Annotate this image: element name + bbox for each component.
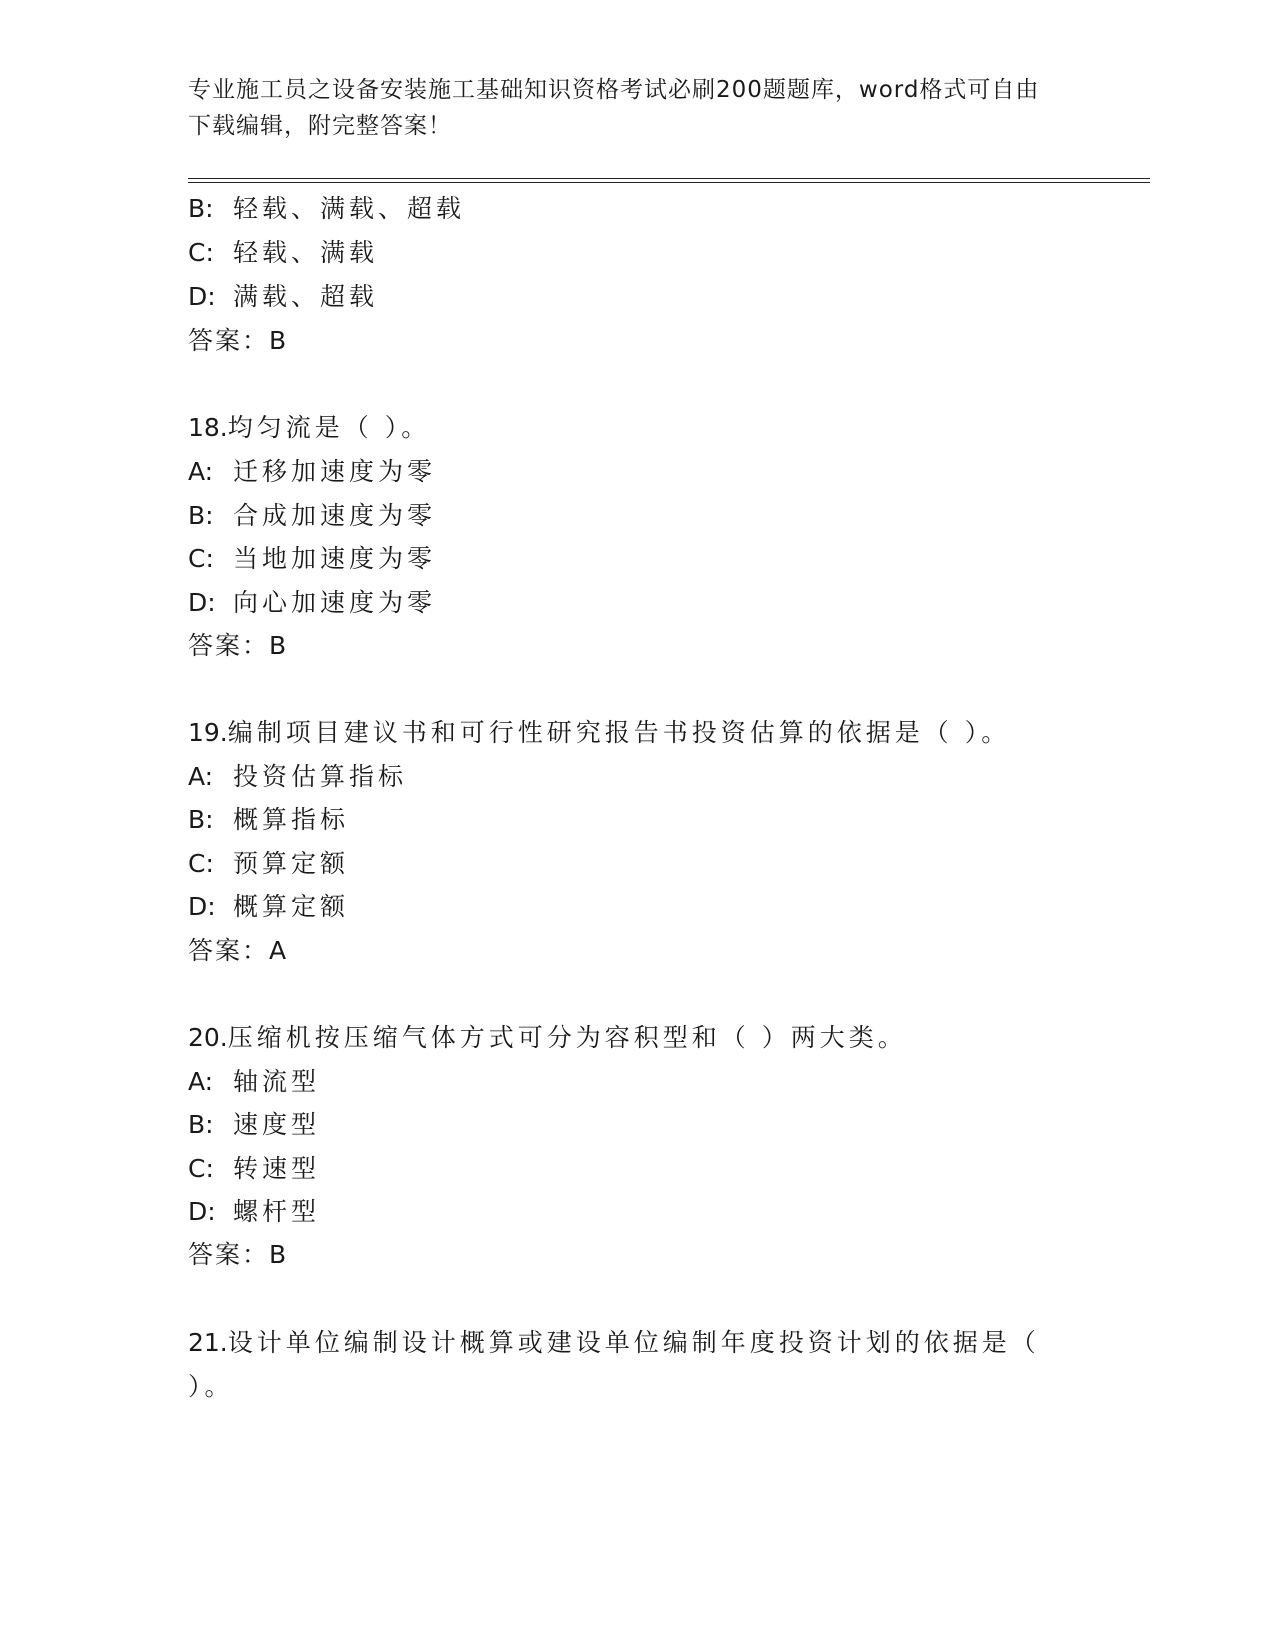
option-c: C: 当地加速度为零 [188,544,437,573]
header-title-line-2: 下载编辑，附完整答案！ [188,113,452,139]
option-d: D: 向心加速度为零 [188,588,437,617]
option-a: A: 投资估算指标 [188,762,408,791]
question-19: 19.编制项目建议书和可行性研究报告书投资估算的依据是（ ）。 [188,718,1011,747]
answer-label: 答案：A [188,936,289,965]
document-header [188,72,1088,144]
header-divider [188,178,1150,183]
option-b: B: 概算指标 [188,805,350,834]
question-21: 21.设计单位编制设计概算或建设单位编制年度投资计划的依据是（ [188,1328,1040,1357]
answer-label: 答案：B [188,326,289,355]
option-c: C: 转速型 [188,1154,321,1183]
question-20: 20.压缩机按压缩气体方式可分为容积型和（ ）两大类。 [188,1023,907,1052]
option-d: D: 满载、超载 [188,282,379,311]
option-b: B: 速度型 [188,1110,321,1139]
header-title-line-1: 专业施工员之设备安装施工基础知识资格考试必刷200题题库，word格式可自由 [188,77,1040,103]
answer-label: 答案：B [188,631,289,660]
question-18: 18.均匀流是（ ）。 [188,413,431,442]
option-c: C: 轻载、满载 [188,238,379,267]
option-d: D: 螺杆型 [188,1197,321,1226]
question-21-continuation: ）。 [188,1372,234,1401]
option-b: B: 合成加速度为零 [188,501,437,530]
option-a: A: 迁移加速度为零 [188,457,437,486]
option-b: B: 轻载、满载、超载 [188,194,466,223]
option-a: A: 轴流型 [188,1067,321,1096]
option-d: D: 概算定额 [188,892,350,921]
answer-label: 答案：B [188,1240,289,1269]
option-c: C: 预算定额 [188,849,350,878]
